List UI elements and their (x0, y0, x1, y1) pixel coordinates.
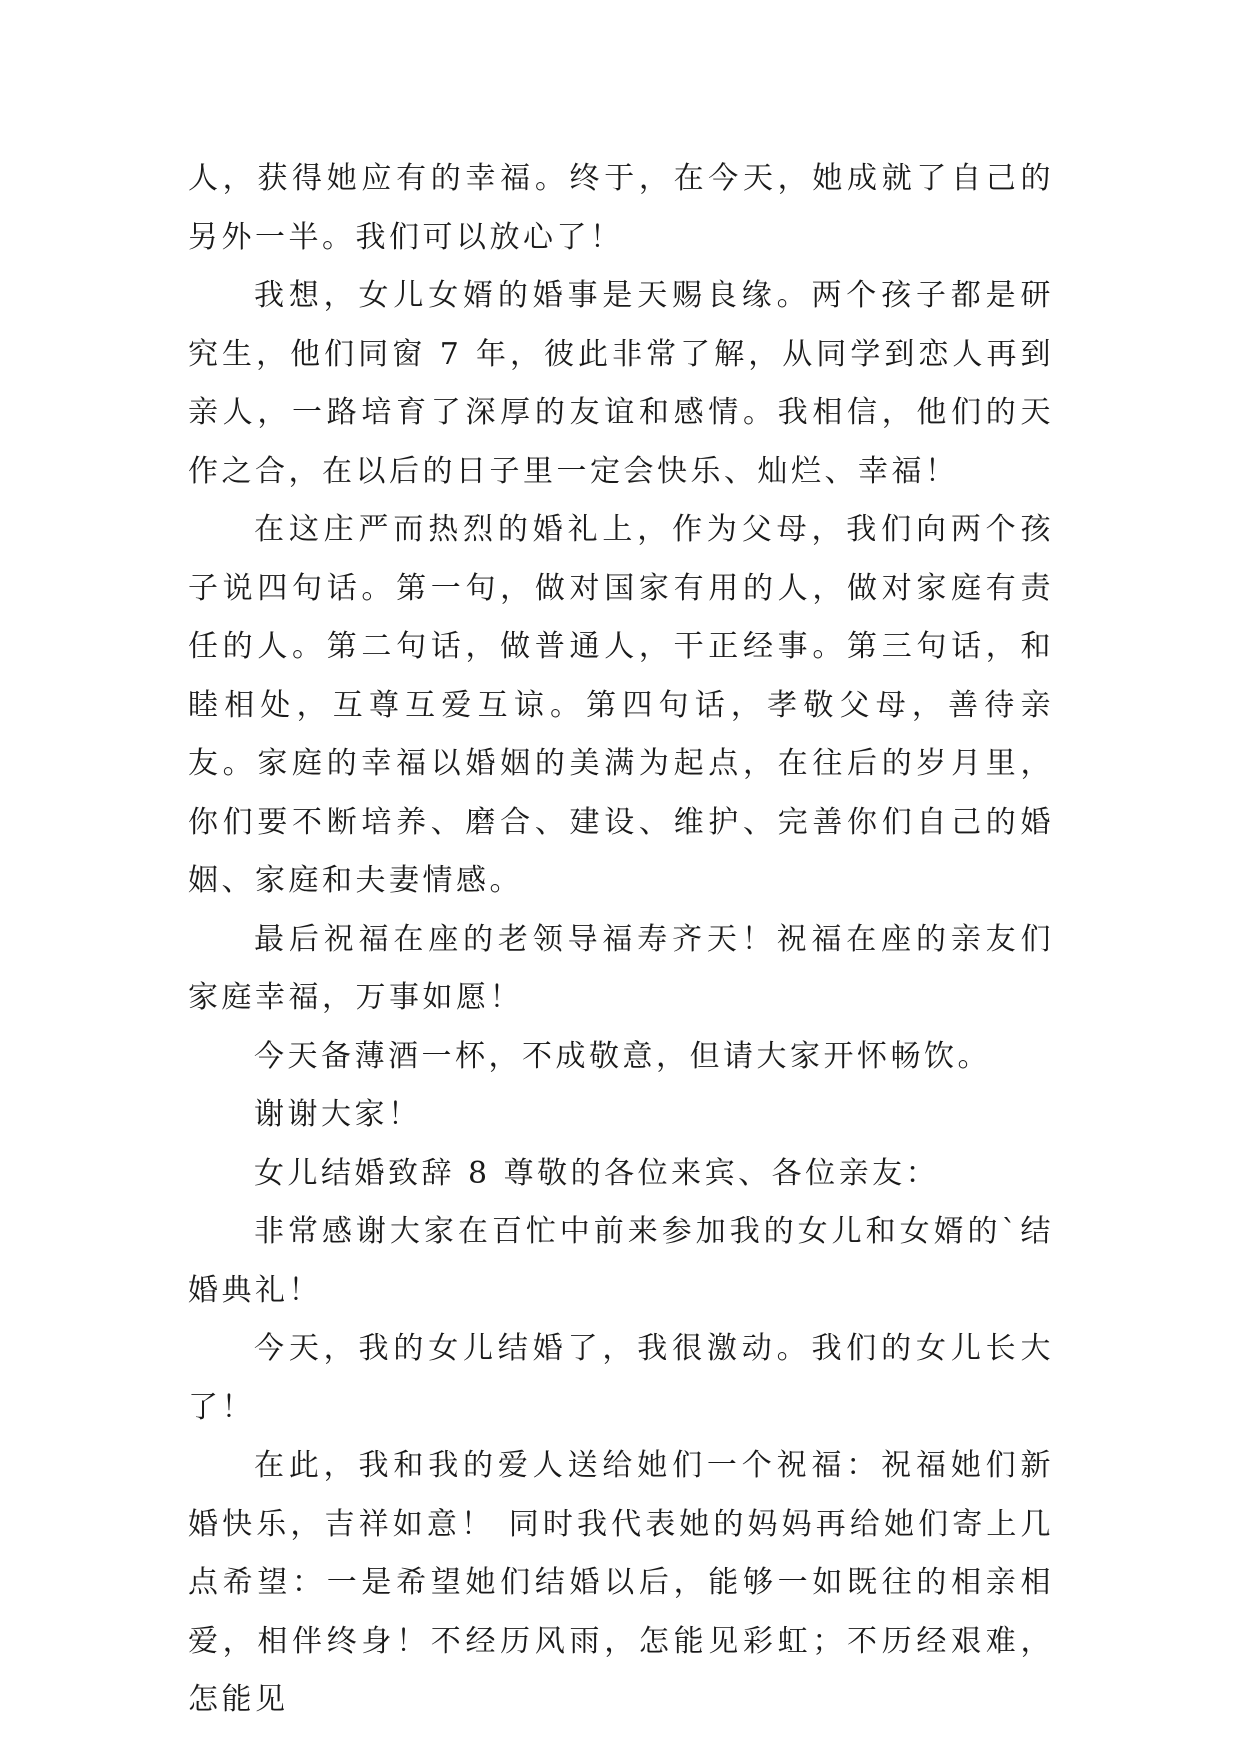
paragraph: 最后祝福在座的老领导福寿齐天！祝福在座的亲友们家庭幸福，万事如愿！ (188, 921, 1054, 1015)
paragraph: 人，获得她应有的幸福。终于，在今天，她成就了自己的另外一半。我们可以放心了！ (188, 161, 1054, 255)
paragraph: 非常感谢大家在百忙中前来参加我的女儿和女婿的`结婚典礼！ (188, 1214, 1054, 1308)
paragraph: 今天备薄酒一杯，不成敬意，但请大家开怀畅饮。 (254, 1038, 991, 1074)
document-body (188, 150, 1054, 1730)
paragraph: 今天，我的女儿结婚了，我很激动。我们的女儿长大了！ (188, 1331, 1054, 1425)
paragraph: 女儿结婚致辞 8 尊敬的各位来宾、各位亲友： (254, 1155, 940, 1191)
paragraph: 我想，女儿女婿的婚事是天赐良缘。两个孩子都是研究生，他们同窗 7 年，彼此非常了解，从同学到恋人再到亲人，一路培育了深厚的友谊和感情。我相信，他们的天作之合，在以后的日子里一定会快乐、灿烂、幸福！ (188, 278, 1054, 489)
paragraph: 在此，我和我的爱人送给她们一个祝福：祝福她们新婚快乐，吉祥如意！ 同时我代表她的妈妈再给她们寄上几点希望：一是希望她们结婚以后，能够一如既往的相亲相爱，相伴终身！不经历风雨，怎能见彩虹；不历经艰难，怎能见 (188, 1448, 1054, 1717)
paragraph: 谢谢大家！ (254, 1097, 422, 1132)
paragraph: 在这庄严而热烈的婚礼上，作为父母，我们向两个孩子说四句话。第一句，做对国家有用的人，做对家庭有责任的人。第二句话，做普通人，干正经事。第三句话，和睦相处，互尊互爱互谅。第四句话，孝敬父母，善待亲友。家庭的幸福以婚姻的美满为起点，在往后的岁月里，你们要不断培养、磨合、建设、维护、完善你们自己的婚姻、家庭和夫妻情感。 (188, 512, 1054, 898)
